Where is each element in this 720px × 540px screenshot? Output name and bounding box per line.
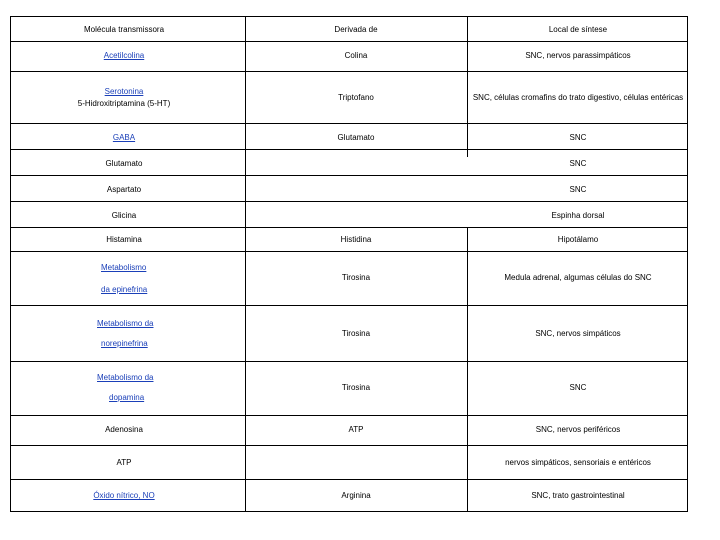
- molecule: ATP: [116, 458, 132, 467]
- synthesis-site: SNC: [569, 383, 587, 392]
- derived-from: Tirosina: [341, 329, 371, 338]
- synthesis-site: SNC, células cromafins do trato digestivo, células entéricas: [472, 93, 684, 102]
- synthesis-site: SNC: [569, 133, 587, 142]
- molecule-link[interactable]: Metabolismo da: [97, 373, 154, 382]
- row-divider: [11, 251, 687, 252]
- molecule-link-continued[interactable]: dopamina: [109, 393, 145, 402]
- header-synthesis-site: Local de síntese: [548, 25, 608, 34]
- row-divider: [11, 227, 687, 228]
- molecule-link[interactable]: GABA: [112, 133, 136, 142]
- molecule-link[interactable]: Serotonina: [104, 87, 144, 96]
- row-divider: [11, 123, 687, 124]
- molecule: Histamina: [106, 235, 142, 244]
- row-divider: [11, 41, 687, 42]
- row-divider: [11, 445, 687, 446]
- header-molecule: Molécula transmissora: [83, 25, 165, 34]
- synthesis-site: SNC, trato gastrointestinal: [531, 491, 625, 500]
- molecule-link[interactable]: Metabolismo: [101, 263, 147, 272]
- molecule-link-continued[interactable]: norepinefrina: [101, 339, 148, 348]
- row-divider: [11, 71, 687, 72]
- synthesis-site: Espinha dorsal: [551, 211, 605, 220]
- molecule: Aspartato: [106, 185, 142, 194]
- row-divider: [11, 149, 687, 150]
- column-divider: [467, 227, 468, 511]
- molecule-link[interactable]: Metabolismo da: [97, 319, 154, 328]
- derived-from: Tirosina: [341, 383, 371, 392]
- molecule: Glutamato: [105, 159, 143, 168]
- molecule: Glicina: [111, 211, 137, 220]
- header-derived-from: Derivada de: [334, 25, 378, 34]
- row-divider: [11, 361, 687, 362]
- row-divider: [11, 201, 687, 202]
- synthesis-site: nervos simpáticos, sensoriais e entéricos: [505, 458, 651, 467]
- row-divider: [11, 479, 687, 480]
- derived-from: Arginina: [341, 491, 371, 500]
- row-divider: [11, 175, 687, 176]
- derived-from: Histidina: [340, 235, 372, 244]
- derived-from: Triptofano: [338, 93, 374, 102]
- synthesis-site: Hipotálamo: [557, 235, 599, 244]
- derived-from: Tirosina: [341, 273, 371, 282]
- molecule-alias: 5-Hidroxitriptamina (5-HT): [77, 99, 171, 108]
- synthesis-site: SNC: [569, 159, 587, 168]
- synthesis-site: SNC, nervos simpáticos: [535, 329, 621, 338]
- synthesis-site: SNC, nervos periféricos: [535, 425, 621, 434]
- synthesis-site: SNC: [569, 185, 587, 194]
- derived-from: ATP: [348, 425, 364, 434]
- neurotransmitter-table: [10, 16, 688, 512]
- molecule: Adenosina: [105, 425, 143, 434]
- row-divider: [11, 305, 687, 306]
- synthesis-site: SNC, nervos parassimpáticos: [525, 51, 631, 60]
- synthesis-site: Medula adrenal, algumas células do SNC: [504, 273, 652, 282]
- column-divider: [245, 17, 246, 511]
- derived-from: Colina: [344, 51, 368, 60]
- molecule-link-continued[interactable]: da epinefrina: [101, 285, 148, 294]
- row-divider: [11, 415, 687, 416]
- derived-from: Glutamato: [337, 133, 375, 142]
- molecule-link[interactable]: Óxido nítrico, NO: [93, 491, 155, 500]
- molecule-link[interactable]: Acetilcolina: [103, 51, 145, 60]
